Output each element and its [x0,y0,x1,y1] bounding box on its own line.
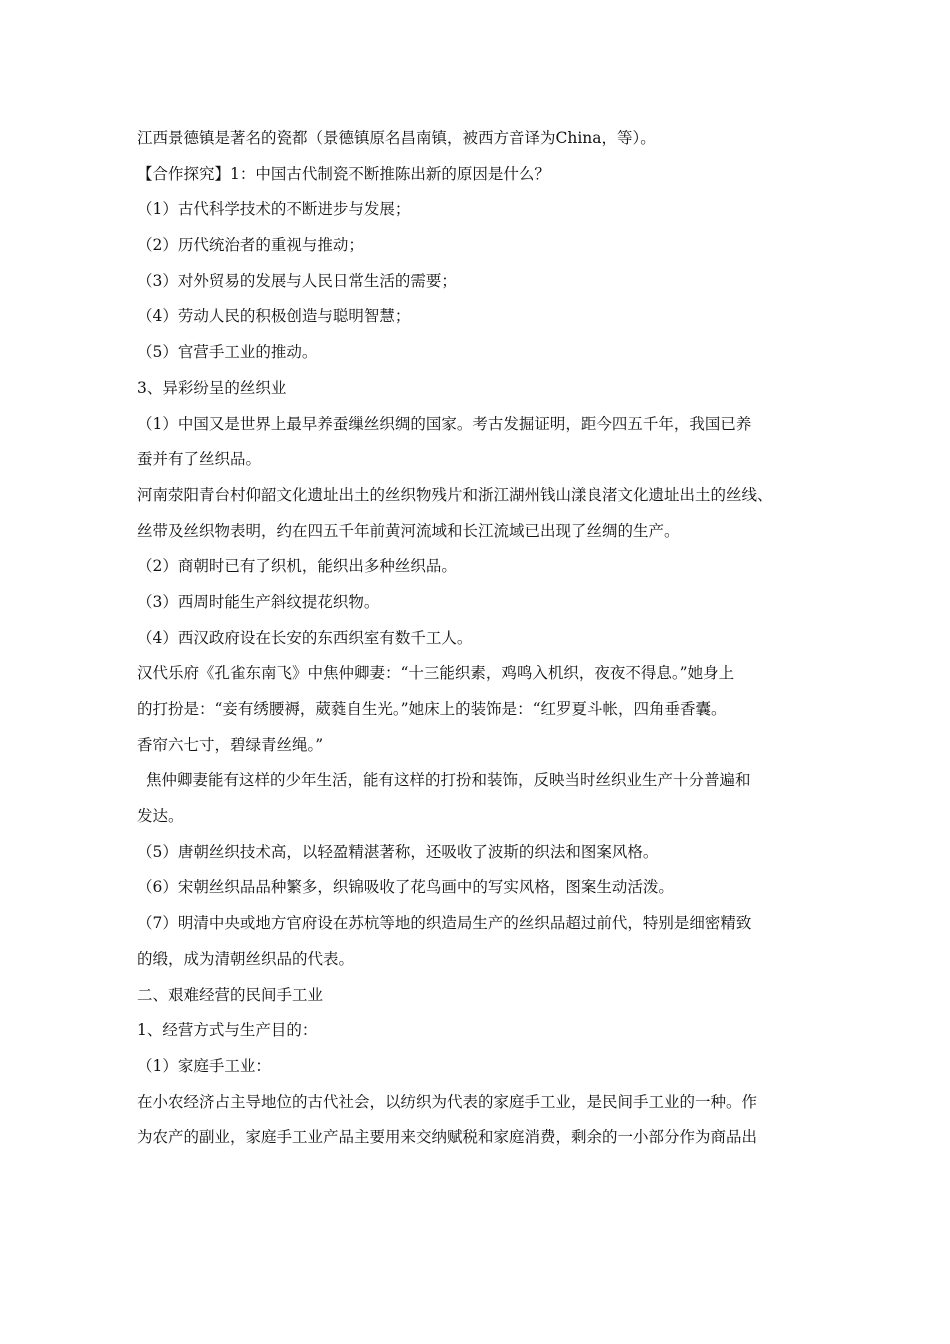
paragraph-line: 丝带及丝织物表明，约在四五千年前黄河流域和长江流域已出现了丝绸的生产。 [137,521,680,540]
list-item-line: （6）宋朝丝织品品种繁多，织锦吸收了花鸟画中的写实风格，图案生动活泼。 [137,878,674,897]
section-heading-line: 【合作探究】1：中国古代制瓷不断推陈出新的原因是什么？ [137,164,550,183]
document-body [137,124,827,1159]
paragraph-line: 的打扮是：“妾有绣腰褥，葳蕤自生光。”她床上的装饰是：“红罗夏斗帐，四角垂香囊。 [137,700,727,718]
list-item-line: （5）官营手工业的推动。 [137,343,318,362]
list-item-line: （1）家庭手工业： [137,1056,271,1075]
paragraph-line: 蚕并有了丝织品。 [137,450,262,469]
list-item-line: （4）西汉政府设在长安的东西织室有数千工人。 [137,628,473,647]
paragraph-line: 为农产的副业，家庭手工业产品主要用来交纳赋税和家庭消费，剩余的一小部分作为商品出 [137,1128,758,1147]
list-item-line: （7）明清中央或地方官府设在苏杭等地的织造局生产的丝织品超过前代，特别是细密精致 [137,914,752,933]
list-item-line: （4）劳动人民的积极创造与聪明智慧； [137,307,411,326]
paragraph-line: 江西景德镇是著名的瓷都（景德镇原名昌南镇，被西方音译为China，等）。 [137,129,656,147]
subsection-heading-line: 3、异彩纷呈的丝织业 [137,378,287,397]
list-item-line: （2）商朝时已有了织机，能织出多种丝织品。 [137,557,457,576]
paragraph-line: 汉代乐府《孔雀东南飞》中焦仲卿妻：“十三能织素，鸡鸣入机织，夜夜不得息。”她身上 [137,664,735,683]
list-item-line: （2）历代统治者的重视与推动； [137,236,364,255]
list-item-line: （1）中国又是世界上最早养蚕缫丝织绸的国家。考古发掘证明，距今四五千年，我国已养 [137,414,752,433]
indented-paragraph-line: 焦仲卿妻能有这样的少年生活，能有这样的打扮和装饰，反映当时丝织业生产十分普遍和 [146,771,751,790]
section-heading-line: 二、艰难经营的民间手工业 [137,985,324,1004]
list-item-line: （3）西周时能生产斜纹提花织物。 [137,592,380,611]
paragraph-line: 香帘六七寸，碧绿青丝绳。” [137,735,324,754]
paragraph-line: 发达。 [137,807,184,826]
list-item-line: （3）对外贸易的发展与人民日常生活的需要； [137,271,457,290]
list-item-line: （5）唐朝丝织技术高，以轻盈精湛著称，还吸收了波斯的织法和图案风格。 [137,842,659,861]
list-item-line: （1）古代科学技术的不断进步与发展； [137,200,411,219]
paragraph-line: 的缎，成为清朝丝织品的代表。 [137,949,355,968]
paragraph-line: 在小农经济占主导地位的古代社会，以纺织为代表的家庭手工业，是民间手工业的一种。作 [137,1092,758,1111]
paragraph-line: 河南荥阳青台村仰韶文化遗址出土的丝织物残片和浙江湖州钱山漾良渚文化遗址出土的丝线、 [137,485,773,504]
subsection-heading-line: 1、经营方式与生产目的： [137,1021,318,1040]
